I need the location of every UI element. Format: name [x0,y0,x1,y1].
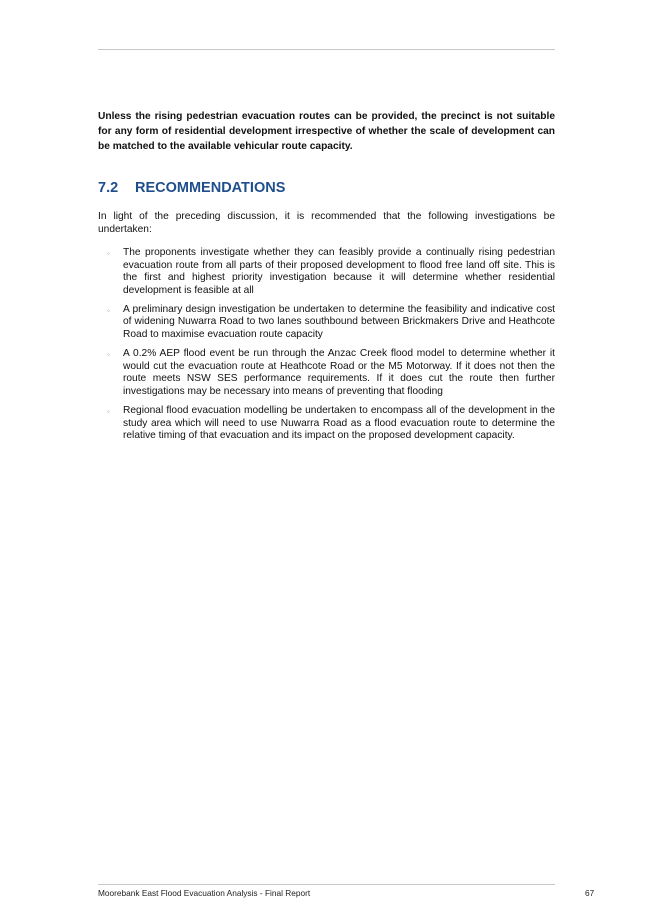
list-item-text: The proponents investigate whether they can feasibly provide a continually rising pedestrian evacuation route from all parts of their proposed development to flood free land off site. This is the first and highest priority investigation because it will determine whether residential development is feasible at all [123,247,555,296]
bullet-icon: ◦ [107,350,110,360]
bullet-icon: ◦ [107,407,110,417]
list-item-text: A preliminary design investigation be undertaken to determine the feasibility and indicative cost of widening Nuwarra Road to two lanes southbound between Brickmakers Drive and Heathcote Road to maximise evacuation route capacity [123,303,555,341]
list-item [98,348,555,398]
list-item-text: A 0.2% AEP flood event be run through the Anzac Creek flood model to determine whether it would cut the evacuation route at Heathcote Road or the M5 Motorway. If it does not then the route meets NSW SES performance requirements. If it does cut the route then further investigations may be necessary into means of preventing that flooding [123,348,555,397]
header-rule [98,49,555,50]
section-title: RECOMMENDATIONS [135,180,286,196]
footer-rule [98,884,555,885]
conclusion-paragraph: Unless the rising pedestrian evacuation routes can be provided, the precinct is not suitable for any form of residential development irrespective of whether the scale of development can be matched to the available vehicular route capacity. [98,111,555,152]
page-content [98,109,555,449]
section-number: 7.2 [98,180,119,196]
footer-report-title: Moorebank East Flood Evacuation Analysis - Final Report [98,888,311,898]
bullet-icon: ◦ [107,305,110,315]
list-item [98,304,555,342]
list-item [98,247,555,297]
bullet-icon: ◦ [107,249,110,258]
recommendations-list [98,247,555,443]
section-heading [98,180,555,196]
intro-paragraph: In light of the preceding discussion, it is recommended that the following investigations be undertaken: [98,211,555,235]
list-item-text: Regional flood evacuation modelling be undertaken to encompass all of the development in the study area which will need to use Nuwarra Road as a flood evacuation route to determine the relative timing of that evacuation and its impact on the proposed development capacity. [123,405,555,442]
page-number: 67 [585,888,595,898]
list-item [98,405,555,443]
